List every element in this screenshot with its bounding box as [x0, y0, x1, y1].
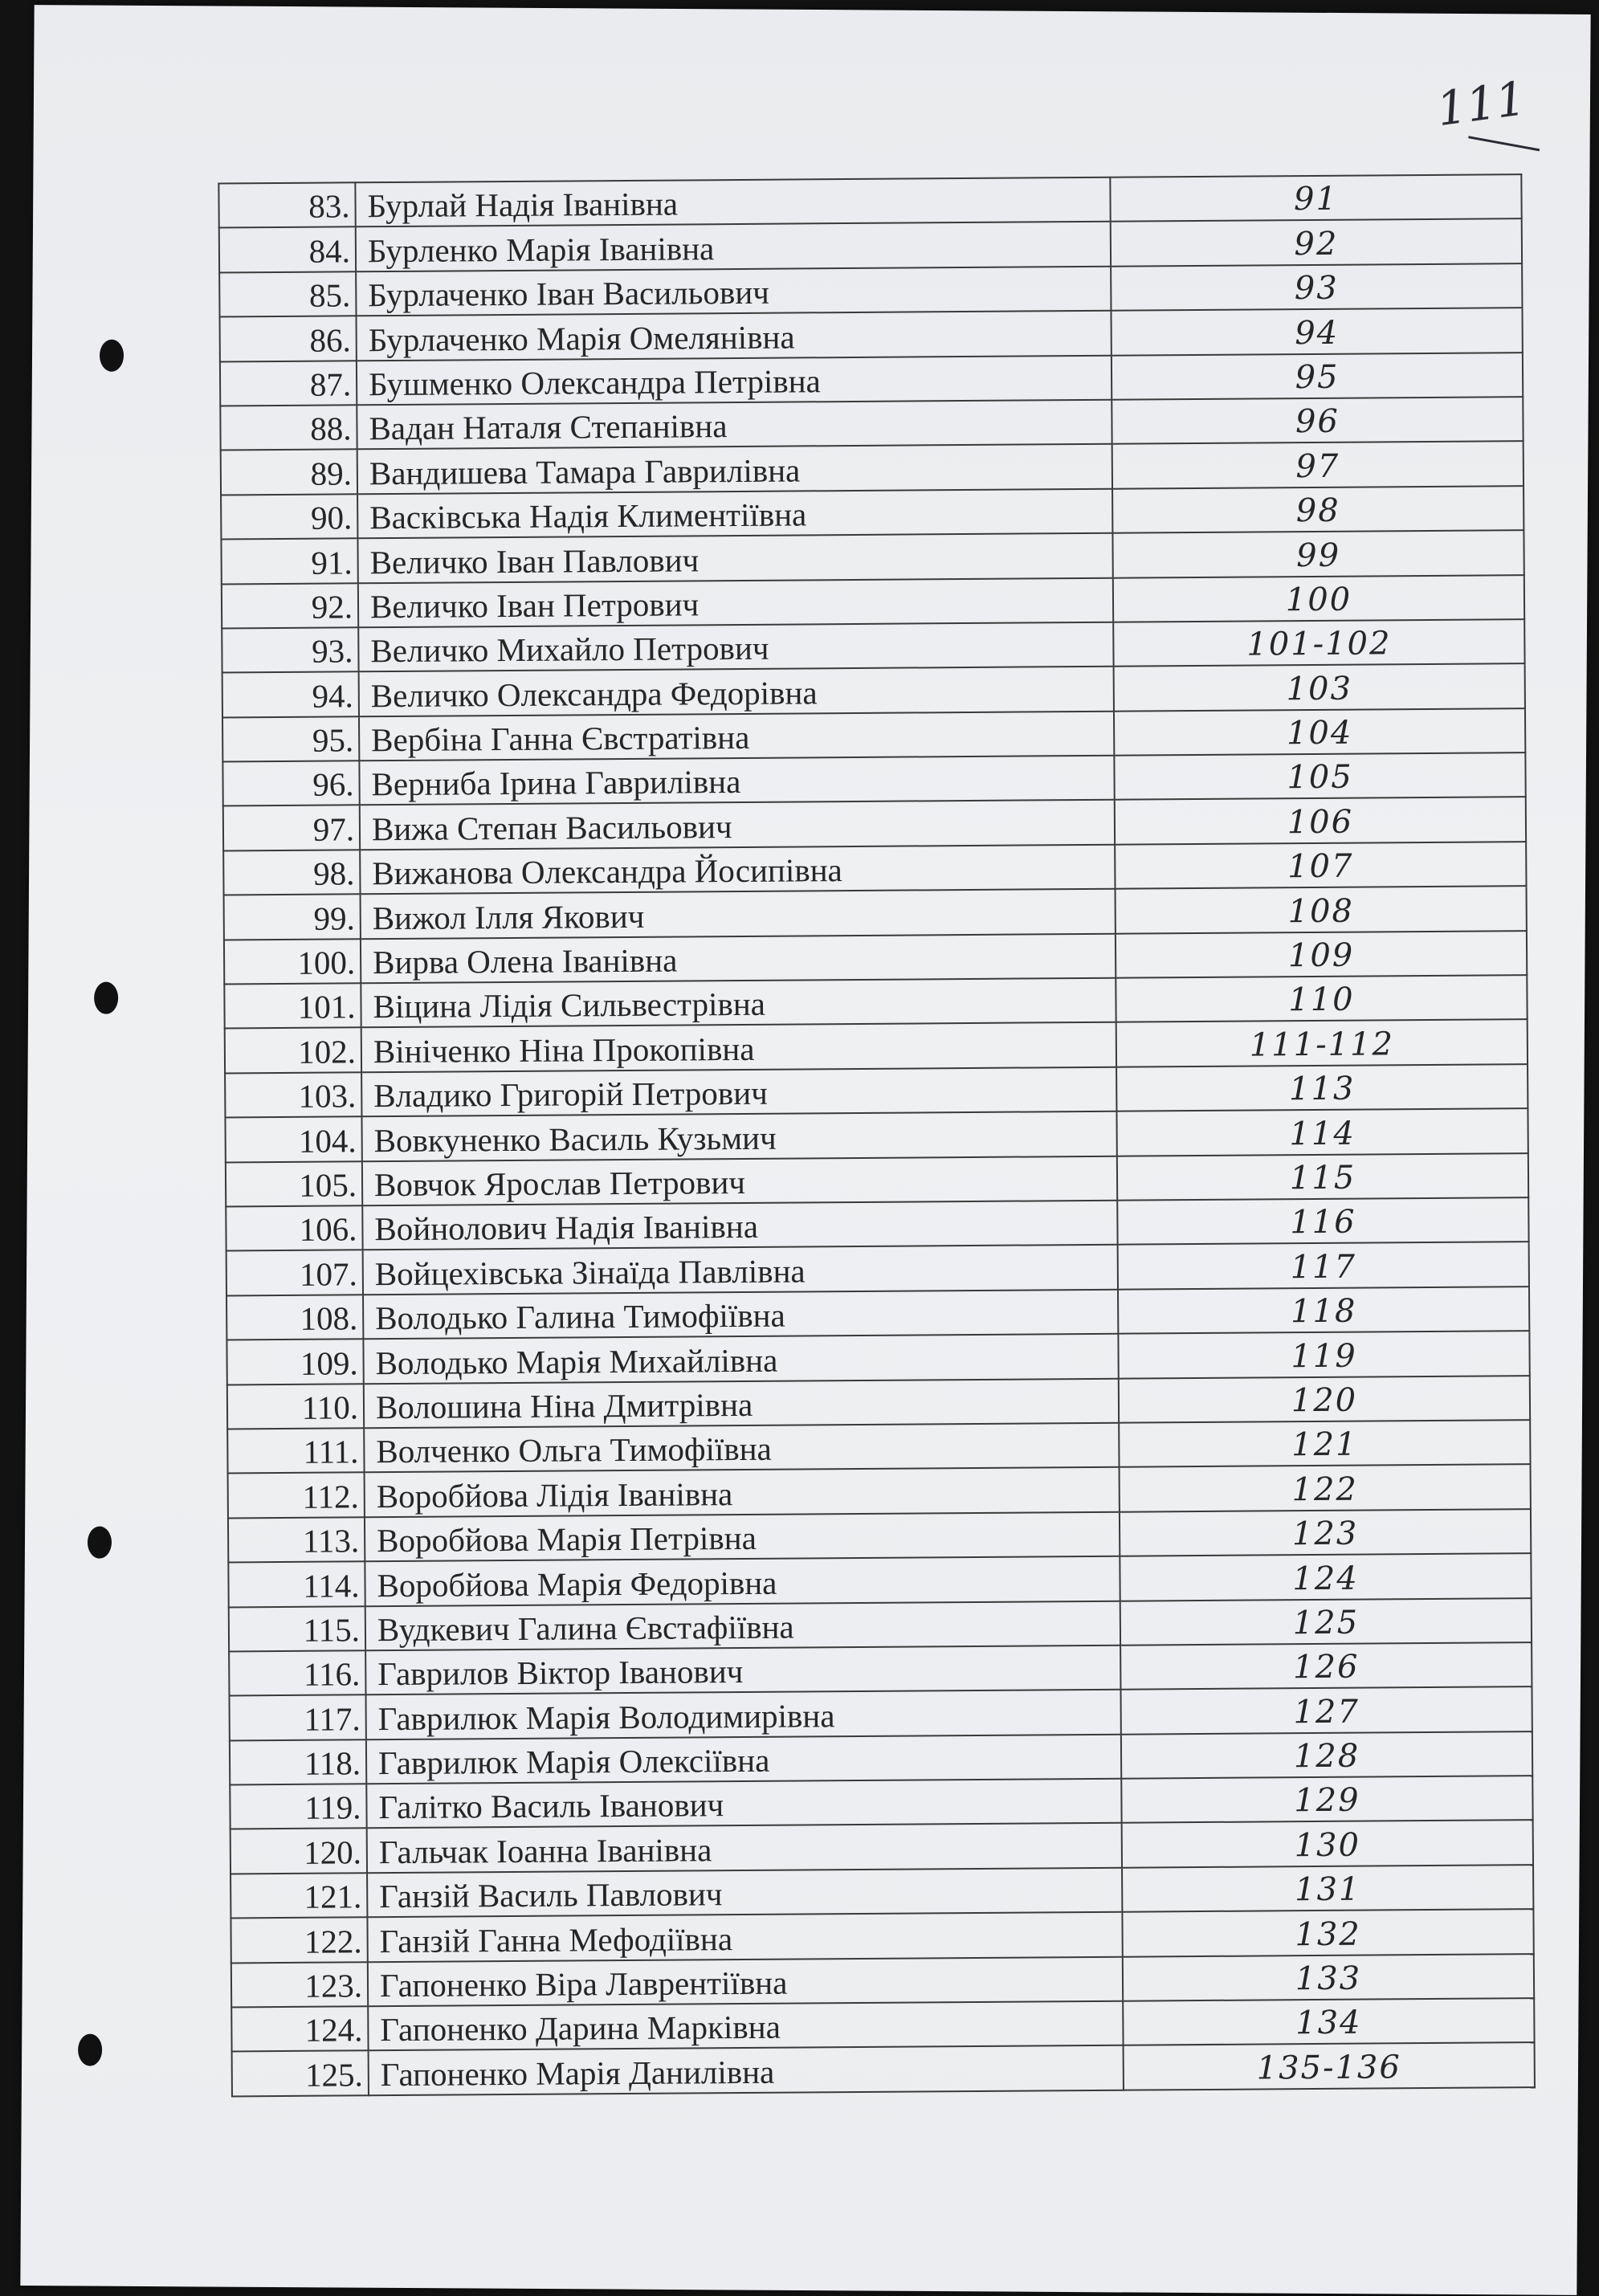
person-name: Войнолович Надія Іванівна: [362, 1201, 1117, 1250]
page-reference: 100: [1113, 575, 1524, 622]
page-reference: 116: [1117, 1197, 1528, 1245]
person-name: Воробйова Марія Федорівна: [365, 1556, 1120, 1606]
person-name: Вандишева Тамара Гаврилівна: [357, 444, 1112, 494]
page-reference: 107: [1115, 842, 1526, 889]
row-number: 120.: [230, 1829, 367, 1874]
person-name: Бушменко Олександра Петрівна: [357, 355, 1112, 405]
page-reference: 131: [1122, 1865, 1533, 1912]
row-number: 109.: [226, 1339, 363, 1385]
row-number: 99.: [224, 895, 361, 940]
page-reference: 95: [1112, 353, 1523, 400]
row-number: 87.: [220, 361, 357, 406]
row-number: 91.: [221, 538, 357, 584]
punch-hole: [88, 1527, 112, 1559]
person-name: Войцехівська Зінаїда Павлівна: [363, 1245, 1118, 1295]
row-number: 118.: [230, 1739, 366, 1785]
person-name: Вовчок Ярослав Петрович: [362, 1156, 1117, 1205]
person-name: Величко Іван Павлович: [357, 533, 1112, 583]
row-number: 95.: [222, 716, 359, 762]
page-reference: 135-136: [1124, 2043, 1535, 2090]
page-reference: 121: [1119, 1420, 1530, 1467]
row-number: 93.: [222, 627, 358, 673]
row-number: 121.: [230, 1873, 367, 1919]
row-number: 115.: [229, 1606, 365, 1652]
row-number: 112.: [228, 1473, 365, 1519]
table-row: [232, 2043, 1535, 2097]
person-name: Воробйова Лідія Іванівна: [365, 1467, 1120, 1517]
page-reference: 111-112: [1116, 1020, 1528, 1067]
person-name: Вадан Наталя Степанівна: [357, 400, 1112, 450]
person-name: Володько Марія Михайлівна: [363, 1334, 1118, 1384]
row-number: 94.: [222, 672, 359, 718]
page-reference: 128: [1121, 1731, 1532, 1779]
person-name: Гапоненко Віра Лаврентіївна: [368, 1956, 1123, 2006]
row-number: 122.: [230, 1917, 367, 1963]
punch-hole: [100, 340, 124, 372]
row-number: 89.: [221, 450, 357, 495]
row-number: 103.: [225, 1072, 361, 1118]
row-number: 125.: [232, 2051, 369, 2097]
row-number: 97.: [223, 805, 360, 851]
person-name: Вербіна Ганна Євстратівна: [359, 711, 1114, 761]
row-number: 119.: [230, 1784, 366, 1829]
page-reference: 115: [1117, 1153, 1528, 1201]
page-reference: 122: [1120, 1464, 1531, 1511]
row-number: 110.: [227, 1384, 364, 1429]
person-name: Бурлаченко Іван Васильович: [356, 267, 1111, 316]
page-reference: 92: [1111, 219, 1522, 267]
page-reference: 125: [1120, 1598, 1532, 1646]
person-name: Ганзій Василь Павлович: [367, 1868, 1122, 1918]
page-reference: 99: [1112, 530, 1524, 577]
folio-number: 111: [1434, 71, 1530, 137]
page-reference: 117: [1118, 1242, 1529, 1290]
page-reference: 110: [1116, 975, 1527, 1022]
person-name: Вирва Олена Іванівна: [361, 933, 1116, 983]
page-reference: 94: [1111, 308, 1522, 355]
page-reference: 108: [1116, 886, 1527, 933]
page-reference: 129: [1121, 1776, 1532, 1823]
page-reference: 104: [1114, 708, 1525, 756]
page-reference: 118: [1118, 1287, 1529, 1334]
row-number: 98.: [223, 850, 360, 895]
person-name: Васківська Надія Климентіївна: [357, 488, 1112, 538]
page-reference: 97: [1112, 442, 1524, 489]
row-number: 113.: [228, 1517, 365, 1563]
row-number: 114.: [228, 1561, 365, 1607]
row-number: 102.: [225, 1028, 361, 1074]
person-name: Гапоненко Марія Данилівна: [369, 2045, 1124, 2095]
person-name: Бурлаченко Марія Омелянівна: [357, 311, 1112, 361]
page-reference: 120: [1119, 1376, 1530, 1423]
page-reference: 91: [1110, 174, 1521, 222]
page-reference: 113: [1116, 1064, 1528, 1111]
person-name: Воробйова Марія Петрівна: [365, 1511, 1120, 1561]
person-name: Величко Іван Петрович: [358, 577, 1113, 627]
page-reference: 134: [1123, 1998, 1534, 2045]
row-number: 90.: [221, 494, 357, 540]
page-reference: 124: [1120, 1553, 1531, 1601]
row-number: 108.: [226, 1295, 363, 1340]
person-name: Вижа Степан Васильович: [360, 800, 1115, 850]
folio-underline: [1468, 136, 1540, 151]
person-name: Бурленко Марія Іванівна: [356, 222, 1111, 271]
person-name: Верниба Ірина Гаврилівна: [359, 756, 1114, 805]
row-number: 86.: [220, 316, 357, 361]
row-number: 92.: [222, 583, 358, 629]
page-reference: 105: [1114, 752, 1525, 800]
person-name: Величко Олександра Федорівна: [359, 667, 1114, 716]
person-name: Галітко Василь Іванович: [366, 1779, 1121, 1829]
person-name: Вижол Ілля Якович: [361, 889, 1116, 939]
page-reference: 93: [1111, 263, 1522, 311]
row-number: 116.: [229, 1650, 365, 1696]
person-name: Волошина Ніна Дмитрівна: [364, 1378, 1119, 1428]
person-name: Гапоненко Дарина Марківна: [368, 2001, 1123, 2051]
row-number: 101.: [224, 983, 361, 1029]
page-reference: 133: [1123, 1954, 1534, 2001]
person-name: Величко Михайло Петрович: [358, 622, 1113, 672]
person-name: Вовкуненко Василь Кузьмич: [361, 1111, 1116, 1161]
person-name: Віцина Лідія Сильвестрівна: [361, 978, 1116, 1028]
row-number: 104.: [225, 1116, 361, 1162]
row-number: 107.: [226, 1250, 363, 1296]
person-name: Гаврилюк Марія Олексіївна: [366, 1734, 1121, 1784]
row-number: 106.: [226, 1205, 362, 1251]
row-number: 88.: [220, 405, 357, 451]
page-reference: 126: [1120, 1642, 1532, 1690]
page-reference: 101-102: [1113, 619, 1524, 667]
page-reference: 119: [1118, 1331, 1529, 1378]
page-reference: 123: [1120, 1509, 1531, 1556]
page-reference: 103: [1114, 663, 1525, 711]
page-reference: 106: [1115, 797, 1526, 845]
row-number: 124.: [231, 2006, 368, 2052]
page-reference: 127: [1120, 1686, 1532, 1734]
person-name: Гаврилов Віктор Іванович: [365, 1646, 1120, 1695]
row-number: 105.: [226, 1161, 362, 1207]
page-reference: 98: [1112, 486, 1524, 533]
person-name: Волченко Ольга Тимофіївна: [364, 1423, 1119, 1473]
person-name: Вініченко Ніна Прокопівна: [361, 1022, 1116, 1072]
page-reference: 130: [1122, 1821, 1533, 1868]
register-body: [218, 174, 1535, 2096]
row-number: 123.: [231, 1962, 368, 2008]
person-name: Гаврилюк Марія Володимирівна: [365, 1690, 1120, 1739]
row-number: 85.: [219, 271, 356, 317]
row-number: 100.: [224, 939, 361, 985]
page-reference: 109: [1116, 931, 1527, 978]
page-reference: 114: [1116, 1108, 1528, 1156]
row-number: 83.: [218, 182, 355, 228]
page-reference: 132: [1122, 1909, 1533, 1956]
row-number: 96.: [222, 761, 359, 806]
person-name: Вудкевич Галина Євстафіївна: [365, 1601, 1120, 1650]
person-name: Владико Григорій Петрович: [361, 1067, 1116, 1117]
person-name: Володько Галина Тимофіївна: [363, 1289, 1118, 1339]
person-name: Бурлай Надія Іванівна: [355, 177, 1110, 227]
row-number: 84.: [219, 227, 356, 273]
row-number: 117.: [229, 1695, 365, 1741]
register-table: [218, 173, 1536, 2097]
person-name: Ганзій Ганна Мефодіївна: [367, 1912, 1122, 1962]
person-name: Вижанова Олександра Йосипівна: [360, 845, 1115, 895]
punch-hole: [78, 2033, 102, 2066]
punch-hole: [94, 982, 118, 1014]
page-reference: 96: [1112, 397, 1523, 444]
person-name: Гальчак Іоанна Іванівна: [367, 1823, 1122, 1873]
row-number: 111.: [227, 1428, 364, 1474]
document-page: [20, 5, 1590, 2295]
